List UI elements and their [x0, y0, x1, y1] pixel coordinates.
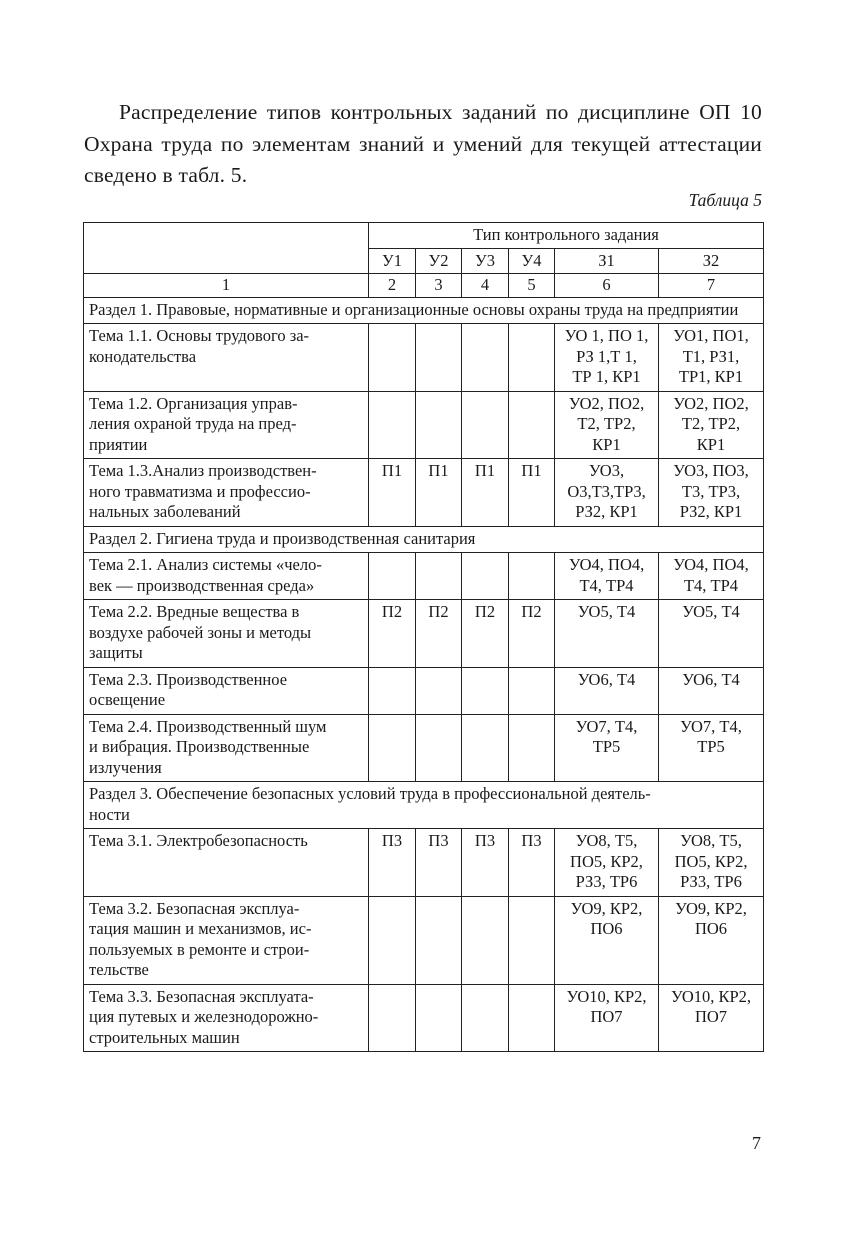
topic-row — [84, 553, 764, 600]
column-numbers-row — [84, 274, 764, 298]
u4-cell — [509, 391, 555, 459]
u1-cell — [369, 391, 416, 459]
topic-cell: Тема 1.1. Основы трудового за- конодательства — [84, 324, 369, 392]
topic-cell: Тема 3.3. Безопасная эксплуата- ция путевых и железнодорожно- строительных машин — [84, 984, 369, 1052]
u2-cell — [416, 896, 462, 984]
u4-cell: П3 — [509, 829, 555, 897]
topic-row — [84, 829, 764, 897]
u1-cell: П2 — [369, 600, 416, 668]
section-row — [84, 297, 764, 324]
topic-row — [84, 600, 764, 668]
group-header: Тип контрольного задания — [369, 223, 764, 249]
u3-cell — [462, 391, 509, 459]
z1-cell: УО2, ПО2, Т2, ТР2, КР1 — [555, 391, 659, 459]
u2-cell: П1 — [416, 459, 462, 527]
z2-cell: УО3, ПО3, Т3, ТР3, РЗ2, КР1 — [659, 459, 764, 527]
u2-cell: П3 — [416, 829, 462, 897]
u3-cell — [462, 553, 509, 600]
column-header: У4 — [509, 248, 555, 274]
topic-cell: Тема 3.1. Электробезопасность — [84, 829, 369, 897]
topic-row — [84, 391, 764, 459]
table-caption: Таблица 5 — [688, 190, 762, 210]
z2-cell: УО5, Т4 — [659, 600, 764, 668]
u4-cell: П2 — [509, 600, 555, 668]
u3-cell: П1 — [462, 459, 509, 527]
z1-cell: УО6, Т4 — [555, 667, 659, 714]
column-header: З2 — [659, 248, 764, 274]
column-number: 4 — [462, 274, 509, 298]
u2-cell — [416, 714, 462, 782]
column-header: У3 — [462, 248, 509, 274]
z1-cell: УО 1, ПО 1, РЗ 1,Т 1, ТР 1, КР1 — [555, 324, 659, 392]
u3-cell: П2 — [462, 600, 509, 668]
z2-cell: УО10, КР2, ПО7 — [659, 984, 764, 1052]
topic-row — [84, 984, 764, 1052]
topic-cell: Тема 3.2. Безопасная эксплуа- тация машин и механизмов, ис- пользуемых в ремонте и строи- тельстве — [84, 896, 369, 984]
control-tasks-table — [83, 222, 764, 1052]
u2-cell — [416, 391, 462, 459]
topic-row — [84, 714, 764, 782]
u2-cell — [416, 324, 462, 392]
intro-paragraph: Распределение типов контрольных заданий по дисциплине ОП 10 Охрана труда по элементам знаний и умений для текущей аттестации сведено в табл. 5. — [84, 100, 762, 187]
u4-cell: П1 — [509, 459, 555, 527]
section-row — [84, 782, 764, 829]
topic-cell: Тема 1.3.Анализ производствен- ного травматизма и профессио- нальных заболеваний — [84, 459, 369, 527]
z1-cell: УО7, Т4, ТР5 — [555, 714, 659, 782]
u4-cell — [509, 896, 555, 984]
u3-cell — [462, 714, 509, 782]
topic-cell: Тема 2.1. Анализ системы «чело- век — производственная среда» — [84, 553, 369, 600]
z2-cell: УО9, КР2, ПО6 — [659, 896, 764, 984]
u1-cell: П3 — [369, 829, 416, 897]
column-number: 7 — [659, 274, 764, 298]
z1-cell: УО9, КР2, ПО6 — [555, 896, 659, 984]
u2-cell — [416, 984, 462, 1052]
u4-cell — [509, 324, 555, 392]
column-number: 5 — [509, 274, 555, 298]
u1-cell — [369, 667, 416, 714]
column-header: З1 — [555, 248, 659, 274]
z1-cell: УО5, Т4 — [555, 600, 659, 668]
topic-row — [84, 896, 764, 984]
z1-cell: УО8, Т5, ПО5, КР2, РЗ3, ТР6 — [555, 829, 659, 897]
z2-cell: УО6, Т4 — [659, 667, 764, 714]
topic-row — [84, 667, 764, 714]
u1-cell — [369, 324, 416, 392]
u1-cell — [369, 553, 416, 600]
topic-cell: Тема 2.2. Вредные вещества в воздухе рабочей зоны и методы защиты — [84, 600, 369, 668]
column-header: У2 — [416, 248, 462, 274]
section-title: Раздел 3. Обеспечение безопасных условий труда в профессиональной деятель- ности — [84, 782, 764, 829]
z2-cell: УО4, ПО4, Т4, ТР4 — [659, 553, 764, 600]
z2-cell: УО7, Т4, ТР5 — [659, 714, 764, 782]
section-title: Раздел 2. Гигиена труда и производственная санитария — [84, 526, 764, 553]
topic-row — [84, 459, 764, 527]
u3-cell — [462, 667, 509, 714]
z1-cell: УО4, ПО4, Т4, ТР4 — [555, 553, 659, 600]
u3-cell — [462, 984, 509, 1052]
topic-cell: Тема 2.4. Производственный шум и вибрация. Производственные излучения — [84, 714, 369, 782]
z2-cell: УО2, ПО2, Т2, ТР2, КР1 — [659, 391, 764, 459]
u2-cell: П2 — [416, 600, 462, 668]
topic-row — [84, 324, 764, 392]
u4-cell — [509, 553, 555, 600]
u2-cell — [416, 667, 462, 714]
column-number: 6 — [555, 274, 659, 298]
header-empty-cell — [84, 223, 369, 274]
column-number: 1 — [84, 274, 369, 298]
z2-cell: УО8, Т5, ПО5, КР2, РЗ3, ТР6 — [659, 829, 764, 897]
z1-cell: УО3, О3,Т3,ТР3, РЗ2, КР1 — [555, 459, 659, 527]
z2-cell: УО1, ПО1, Т1, РЗ1, ТР1, КР1 — [659, 324, 764, 392]
topic-cell: Тема 2.3. Производственное освещение — [84, 667, 369, 714]
u3-cell: П3 — [462, 829, 509, 897]
column-number: 3 — [416, 274, 462, 298]
z1-cell: УО10, КР2, ПО7 — [555, 984, 659, 1052]
u1-cell — [369, 984, 416, 1052]
u1-cell — [369, 896, 416, 984]
u4-cell — [509, 984, 555, 1052]
u3-cell — [462, 324, 509, 392]
u4-cell — [509, 667, 555, 714]
topic-cell: Тема 1.2. Организация управ- ления охраной труда на пред- приятии — [84, 391, 369, 459]
u1-cell: П1 — [369, 459, 416, 527]
section-title: Раздел 1. Правовые, нормативные и организационные основы охраны труда на предприятии — [84, 297, 764, 324]
column-number: 2 — [369, 274, 416, 298]
u4-cell — [509, 714, 555, 782]
u3-cell — [462, 896, 509, 984]
u1-cell — [369, 714, 416, 782]
section-row — [84, 526, 764, 553]
u2-cell — [416, 553, 462, 600]
page-number: 7 — [752, 1133, 761, 1153]
column-header: У1 — [369, 248, 416, 274]
header-row-group — [84, 223, 764, 249]
